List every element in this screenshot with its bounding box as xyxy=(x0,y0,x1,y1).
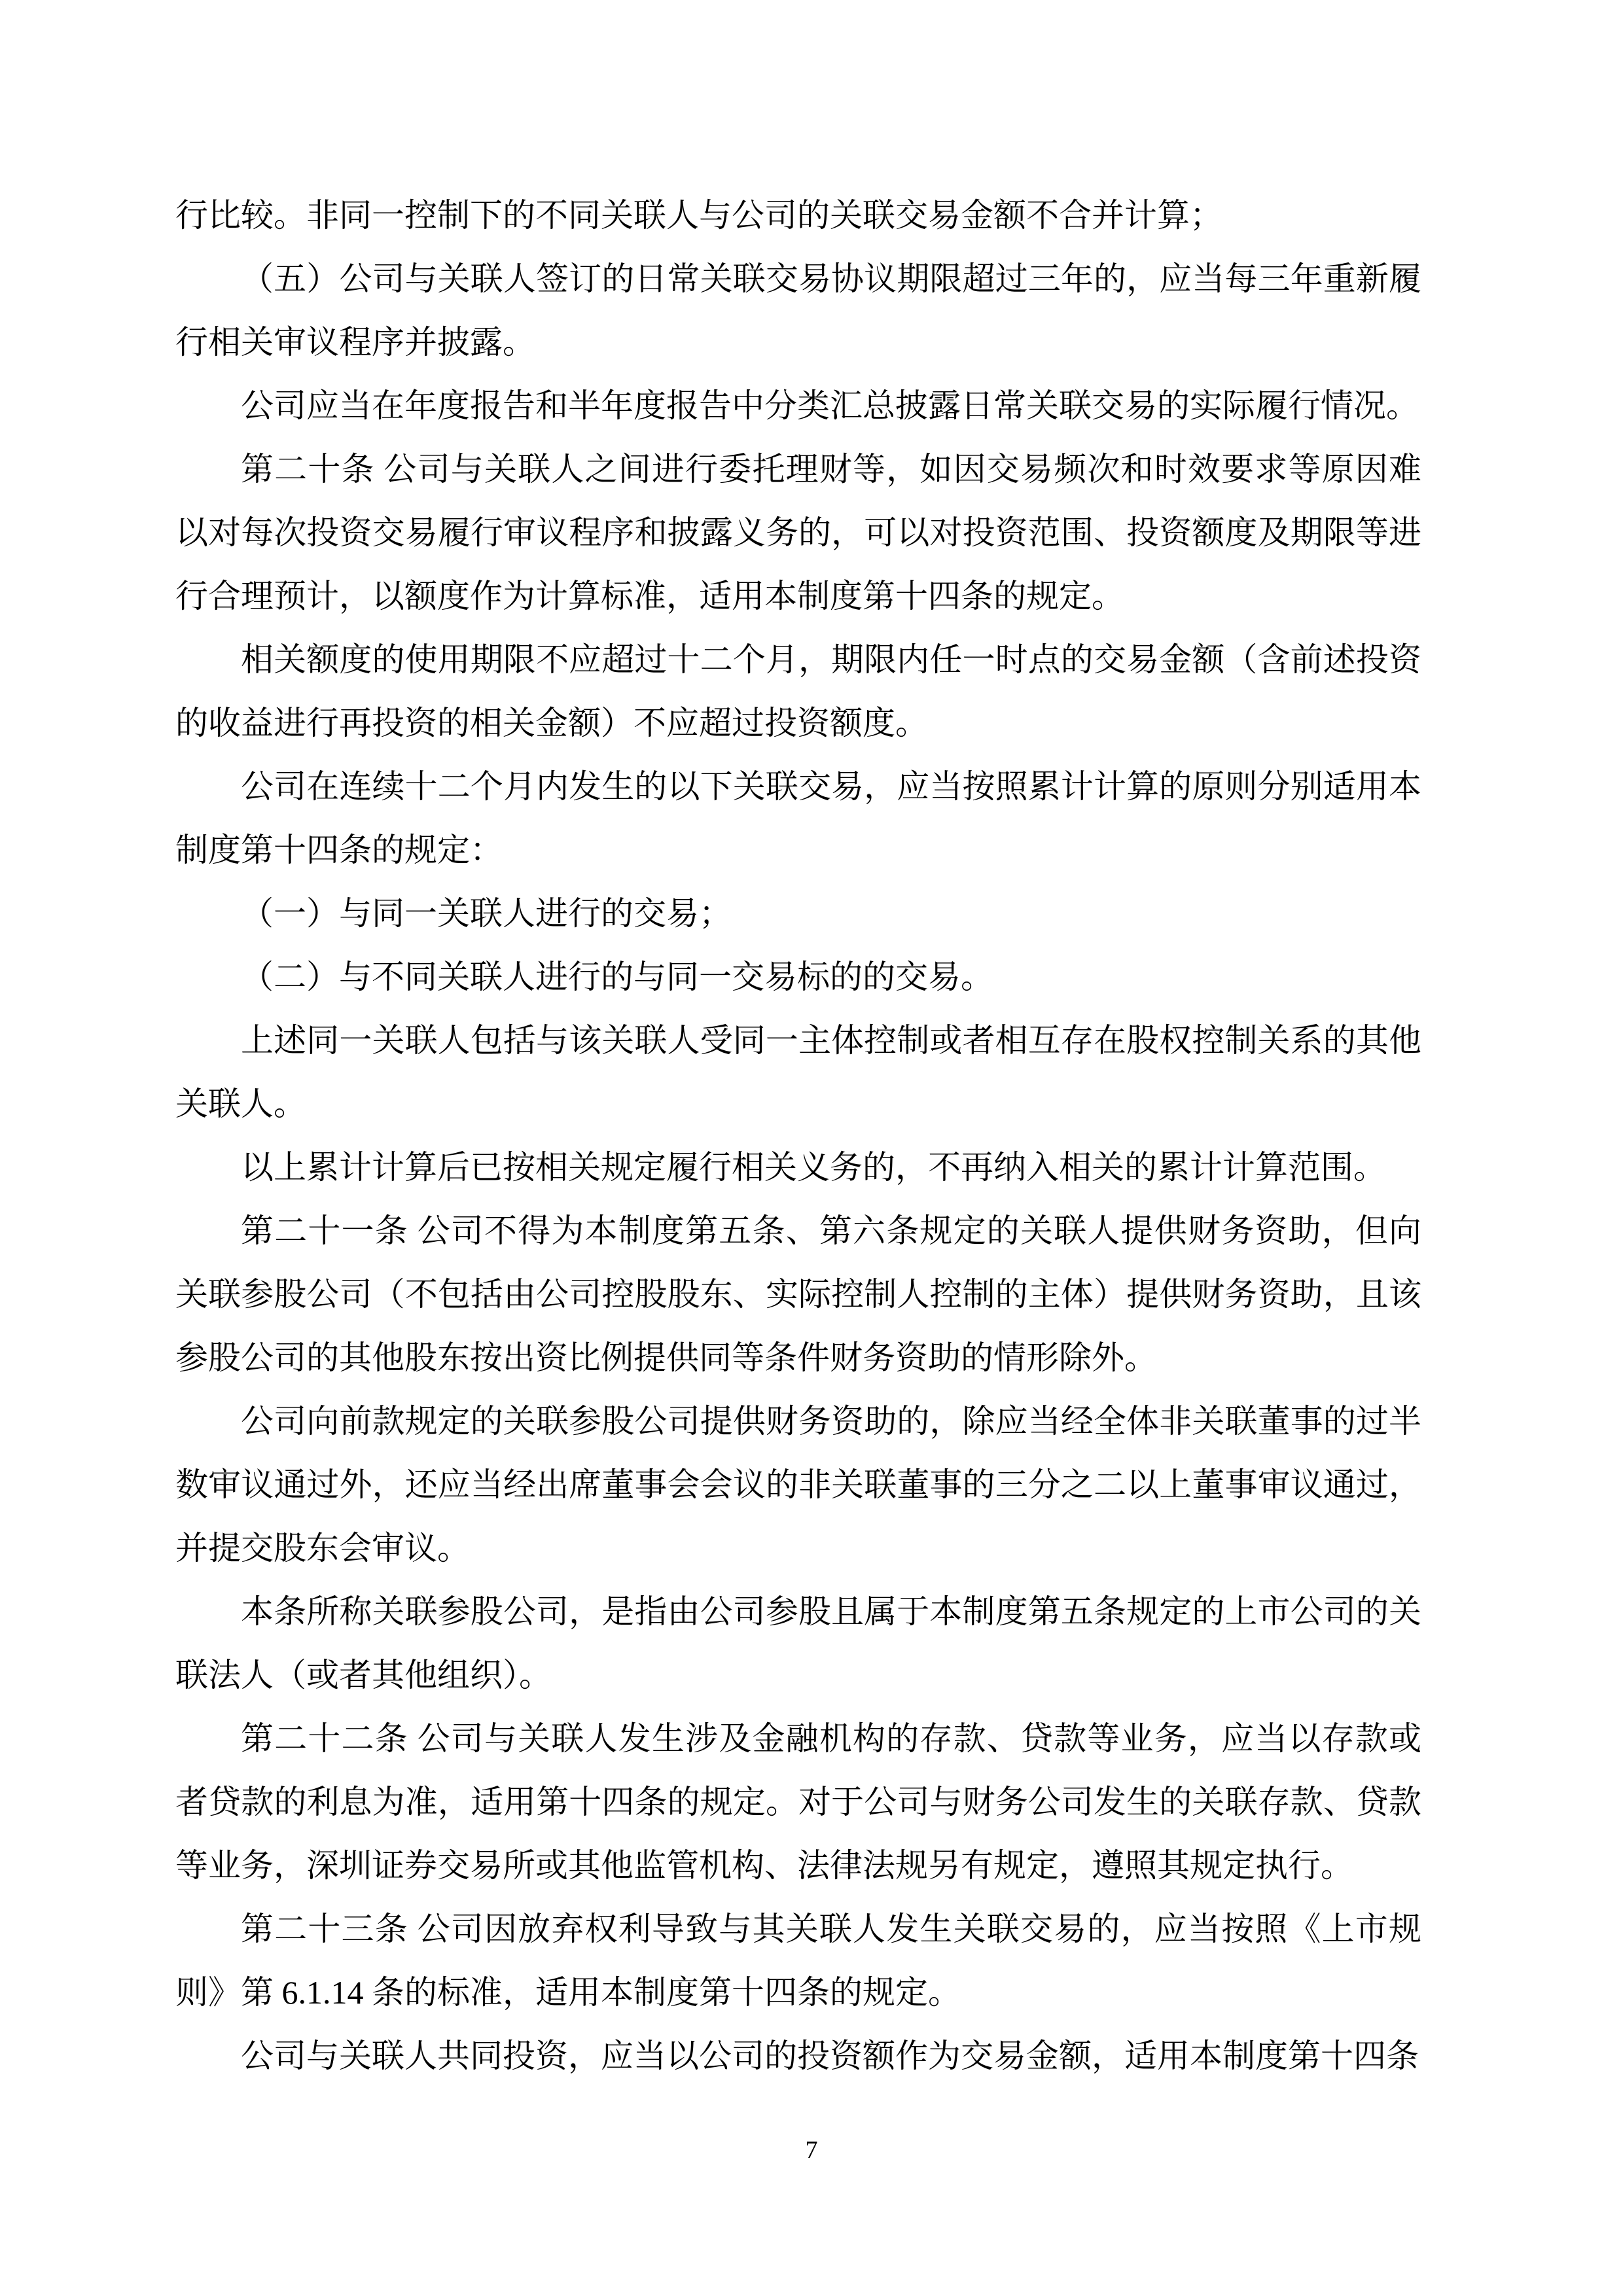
page-number: 7 xyxy=(805,2136,818,2164)
paragraph: 第二十一条 公司不得为本制度第五条、第六条规定的关联人提供财务资助，但向关联参股公司（不包括由公司控股股东、实际控制人控制的主体）提供财务资助，且该参股公司的其他股东按出资比例提供同等条件财务资助的情形除外。 xyxy=(175,1212,1421,1376)
paragraph: 公司向前款规定的关联参股公司提供财务资助的，除应当经全体非关联董事的过半数审议通过外，还应当经出席董事会会议的非关联董事的三分之二以上董事审议通过，并提交股东会审议。 xyxy=(175,1403,1421,1566)
paragraph: 上述同一关联人包括与该关联人受同一主体控制或者相互存在股权控制关系的其他关联人。 xyxy=(175,1022,1421,1122)
paragraph: 第二十二条 公司与关联人发生涉及金融机构的存款、贷款等业务，应当以存款或者贷款的利息为准，适用第十四条的规定。对于公司与财务公司发生的关联存款、贷款等业务，深圳证券交易所或其他监管机构、法律法规另有规定，遵照其规定执行。 xyxy=(175,1720,1421,1884)
paragraph: 第二十三条 公司因放弃权利导致与其关联人发生关联交易的，应当按照《上市规则》第 6.1.14 条的标准，适用本制度第十四条的规定。 xyxy=(175,1911,1421,2011)
paragraph: 公司与关联人共同投资，应当以公司的投资额作为交易金额，适用本制度第十四条 xyxy=(241,2038,1419,2074)
paragraph: （二）与不同关联人进行的与同一交易标的的交易。 xyxy=(241,959,993,995)
paragraph: （一）与同一关联人进行的交易； xyxy=(241,895,732,932)
paragraph: 第二十条 公司与关联人之间进行委托理财等，如因交易频次和时效要求等原因难以对每次投资交易履行审议程序和披露义务的，可以对投资范围、投资额度及期限等进行合理预计，以额度作为计算标准，适用本制度第十四条的规定。 xyxy=(175,451,1421,614)
paragraph: 本条所称关联参股公司，是指由公司参股且属于本制度第五条规定的上市公司的关联法人（或者其他组织）。 xyxy=(175,1593,1421,1693)
document-body xyxy=(175,184,1421,2088)
paragraph: 以上累计计算后已按相关规定履行相关义务的，不再纳入相关的累计计算范围。 xyxy=(241,1149,1386,1186)
paragraph: 公司应当在年度报告和半年度报告中分类汇总披露日常关联交易的实际履行情况。 xyxy=(241,387,1419,424)
paragraph: 相关额度的使用期限不应超过十二个月，期限内任一时点的交易金额（含前述投资的收益进行再投资的相关金额）不应超过投资额度。 xyxy=(175,641,1421,741)
paragraph: 公司在连续十二个月内发生的以下关联交易，应当按照累计计算的原则分别适用本制度第十四条的规定： xyxy=(175,768,1421,868)
paragraph: 行比较。非同一控制下的不同关联人与公司的关联交易金额不合并计算； xyxy=(175,197,1222,234)
paragraph: （五）公司与关联人签订的日常关联交易协议期限超过三年的，应当每三年重新履行相关审议程序并披露。 xyxy=(175,260,1421,361)
